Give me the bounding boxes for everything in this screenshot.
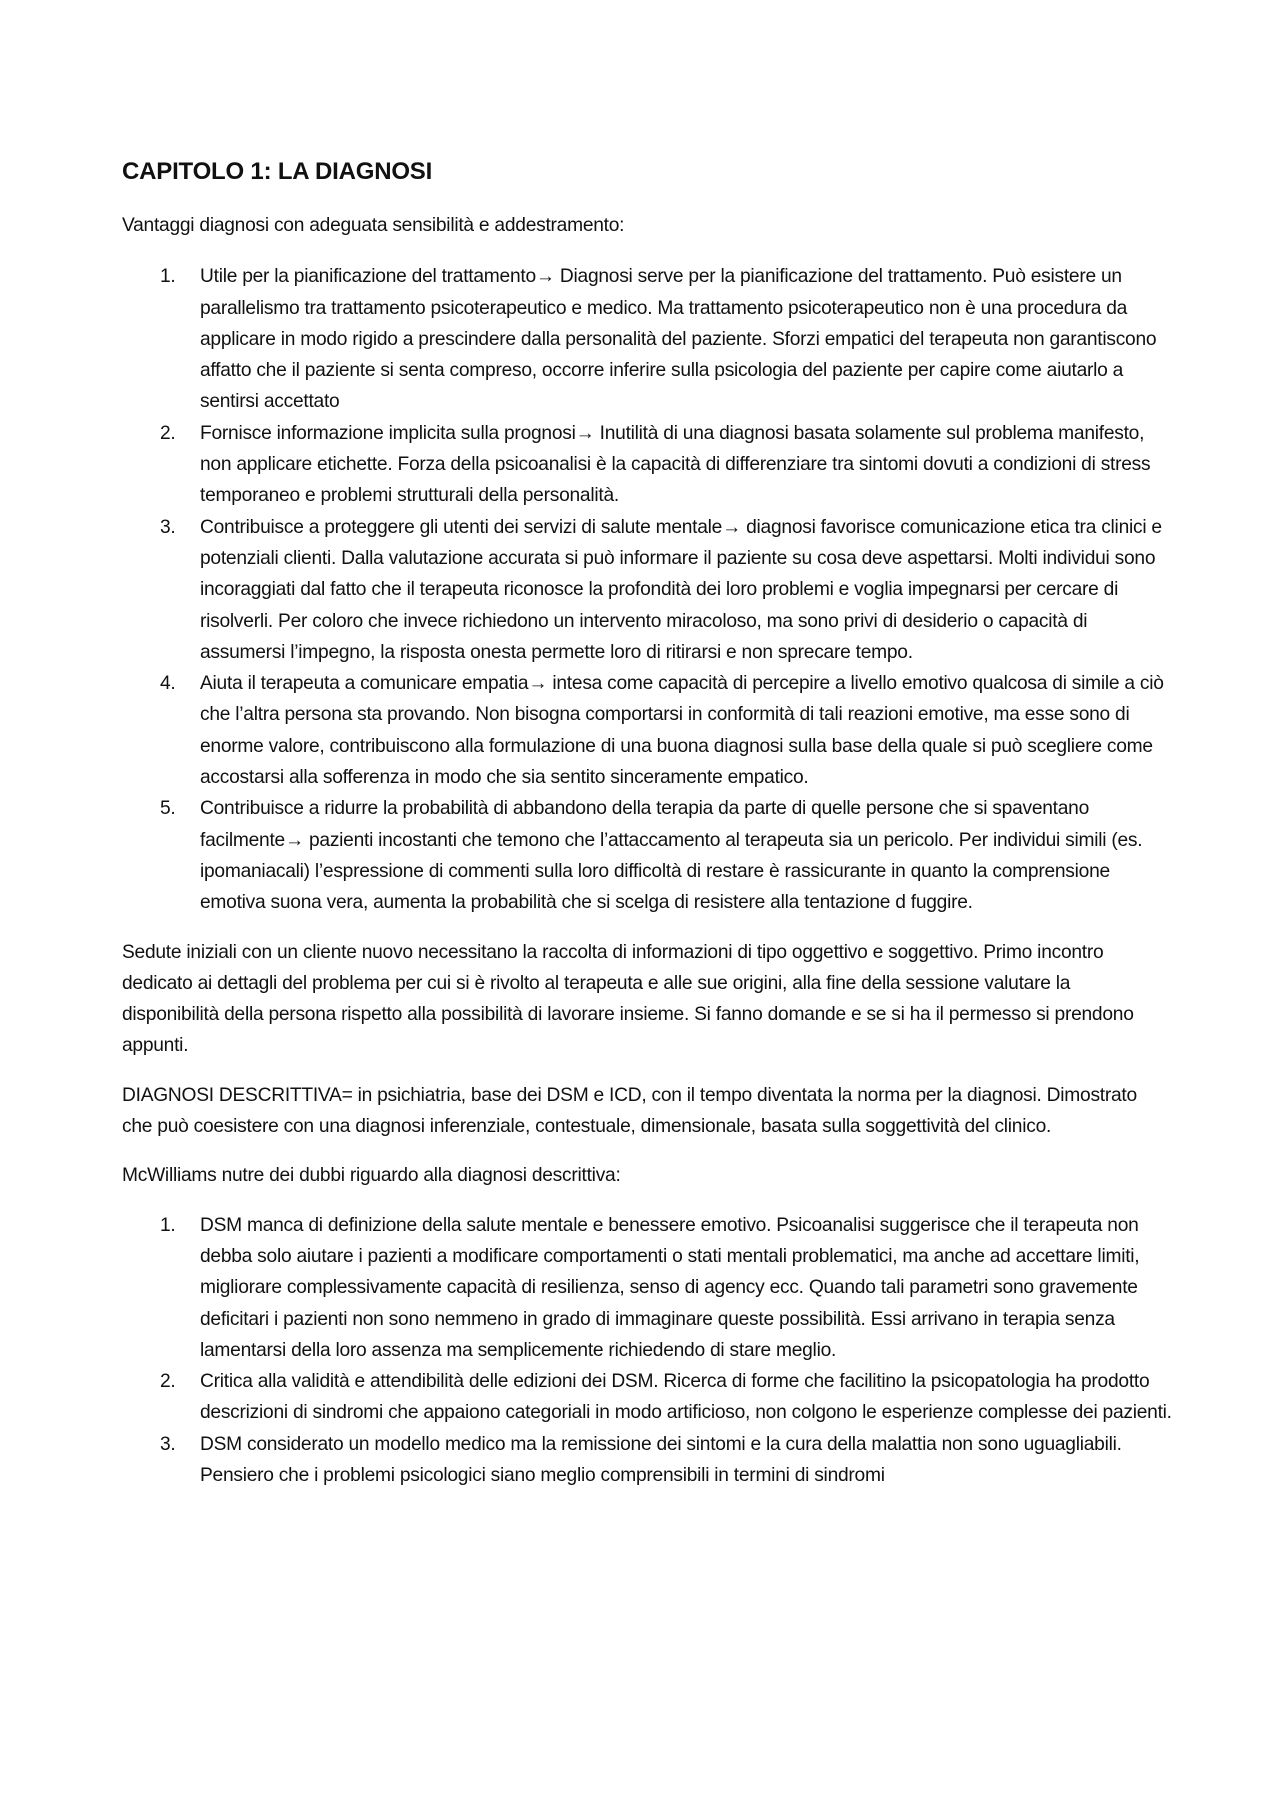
item-heading: Aiuta il terapeuta a comunicare empatia <box>200 673 529 695</box>
arrow-right-icon: → <box>284 829 304 851</box>
advantages-list <box>122 261 1172 918</box>
paragraph-diagnosi-descrittiva: DIAGNOSI DESCRITTIVA= in psichiatria, base dei DSM e ICD, con il tempo diventata la norma per la diagnosi. Dimostrato che può coesistere con una diagnosi inferenziale, contestuale, dimensionale, basata sulla soggettività del clinico. <box>122 1084 1137 1138</box>
item-text: DSM manca di definizione della salute mentale e benessere emotivo. Psicoanalisi suggerisce che il terapeuta non debba solo aiutare i pazienti a modificare comportamenti o stati mentali problematici, ma anche ad accettare limiti, migliorare complessivamente capacità di resilienza, senso di agency ecc. Quando tali parametri sono gravemente deficitari i pazienti non sono nemmeno in grado di immaginare queste possibilità. Essi arrivano in terapia senza lamentarsi della loro assenza ma semplicemente richiedendo di stare meglio. <box>200 1214 1140 1361</box>
list-number: 4. <box>160 673 176 695</box>
list-number: 1. <box>160 266 176 288</box>
list-item <box>122 1429 1172 1492</box>
list-number: 5. <box>160 798 176 820</box>
list-number: 1. <box>160 1214 176 1236</box>
arrow-right-icon: → <box>575 422 595 444</box>
item-heading: Fornisce informazione implicita sulla prognosi <box>200 422 576 444</box>
paragraph-sedute: Sedute iniziali con un cliente nuovo necessitano la raccolta di informazioni di tipo oggettivo e soggettivo. Primo incontro dedicato ai dettagli del problema per cui si è rivolto al terapeuta e alle sue origini, alla fine della sessione valutare la disponibilità della persona rispetto alla possibilità di lavorare insieme. Si fanno domande e se si ha il permesso si prendono appunti. <box>122 941 1134 1057</box>
list-number: 3. <box>160 1433 176 1455</box>
item-text: intesa come capacità di percepire a livello emotivo qualcosa di simile a ciò che l’altra persona sta provando. Non bisogna comportarsi in conformità di tali reazioni emotive, ma esse sono di enorme valore, contribuiscono alla formulazione di una buona diagnosi sulla base della quale si può scegliere come accostarsi alla sofferenza in modo che sia sentito sinceramente empatico. <box>200 673 1164 789</box>
item-text: pazienti incostanti che temono che l’attaccamento al terapeuta sia un pericolo. Per individui simili (es. ipomaniacali) l’espressione di commenti sulla loro difficoltà di restare è rassicurante in quanto la comprensione emotiva suona vera, aumenta la probabilità che si scelga di resistere alla tentazione d fuggire. <box>200 829 1143 914</box>
advantages-intro: Vantaggi diagnosi con adeguata sensibilità e addestramento: <box>122 215 625 236</box>
arrow-right-icon: → <box>535 266 555 288</box>
list-item <box>122 793 1172 918</box>
item-heading: Contribuisce a proteggere gli utenti dei servizi di salute mentale <box>200 516 723 538</box>
list-item <box>122 668 1172 793</box>
list-item <box>122 418 1172 512</box>
list-number: 2. <box>160 1371 176 1393</box>
item-text: Critica alla validità e attendibilità delle edizioni dei DSM. Ricerca di forme che facilitino la psicopatologia ha prodotto descrizioni di sindromi che appaiono categoriali in modo artificioso, non colgono le esperienze complesse dei pazienti. <box>200 1371 1172 1424</box>
doubts-list <box>122 1210 1172 1492</box>
document-body <box>122 156 1172 1509</box>
item-text: diagnosi favorisce comunicazione etica tra clinici e potenziali clienti. Dalla valutazione accurata si può informare il paziente su cosa deve aspettarsi. Molti individui sono incoraggiati dal fatto che il terapeuta riconosce la profondità dei loro problemi e voglia impegnarsi per cercare di risolverli. Per coloro che invece richiedono un intervento miracoloso, ma sono privi di desiderio o capacità di assumersi l’impegno, la risposta onesta permette loro di ritirarsi e non sprecare tempo. <box>200 516 1162 663</box>
list-item <box>122 261 1172 417</box>
list-number: 3. <box>160 516 176 538</box>
paragraph-mcwilliams: McWilliams nutre dei dubbi riguardo alla diagnosi descrittiva: <box>122 1165 621 1187</box>
item-text: DSM considerato un modello medico ma la remissione dei sintomi e la cura della malattia non sono uguagliabili. Pensiero che i problemi psicologici siano meglio comprensibili in termini di sindromi <box>200 1433 1122 1486</box>
arrow-right-icon: → <box>722 516 742 538</box>
list-item <box>122 512 1172 668</box>
list-item <box>122 1366 1172 1429</box>
item-text: Diagnosi serve per la pianificazione del trattamento. Può esistere un parallelismo tra trattamento psicoterapeutico e medico. Ma trattamento psicoterapeutico non è una procedura da applicare in modo rigido a prescindere dalla personalità del paziente. Sforzi empatici del terapeuta non garantiscono affatto che il paziente si senta compreso, occorre inferire sulla psicologia del paziente per capire come aiutarlo a sentirsi accettato <box>200 266 1157 413</box>
list-item <box>122 1210 1172 1366</box>
chapter-title: CAPITOLO 1: LA DIAGNOSI <box>122 158 433 185</box>
list-number: 2. <box>160 422 176 444</box>
item-heading: Contribuisce a ridurre la probabilità di abbandono della terapia da parte di quelle persone che si spaventano facilmente <box>200 798 1090 851</box>
item-text: Inutilità di una diagnosi basata solamente sul problema manifesto, non applicare etichette. Forza della psicoanalisi è la capacità di differenziare tra sintomi dovuti a condizioni di stress temporaneo e problemi strutturali della personalità. <box>200 422 1151 507</box>
item-heading: Utile per la pianificazione del trattamento <box>200 266 536 288</box>
arrow-right-icon: → <box>528 673 548 695</box>
